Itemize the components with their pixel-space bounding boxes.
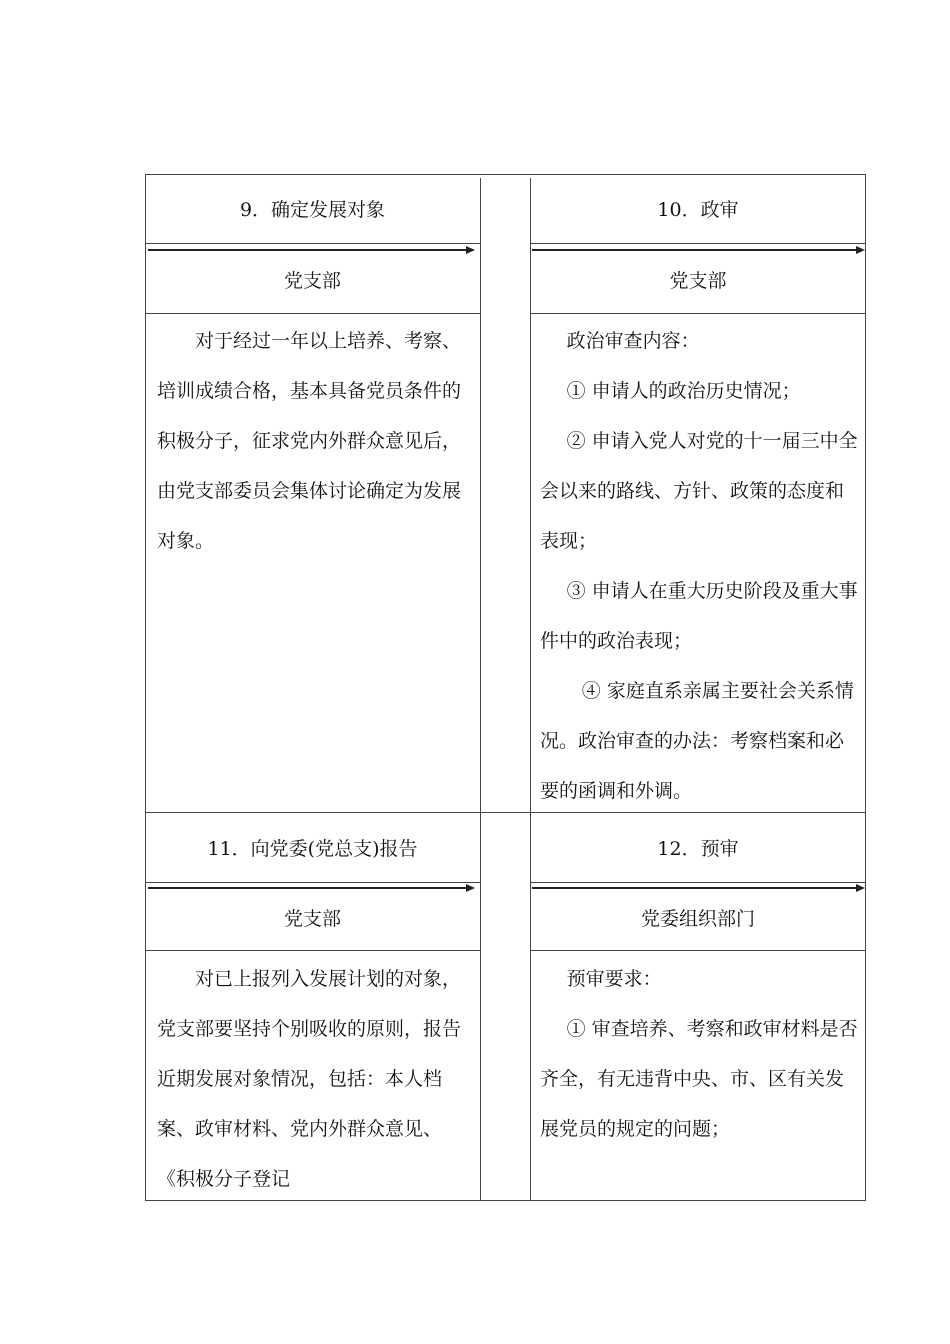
row1-left-arrow: [148, 244, 475, 256]
row1-dept-bottom-right: [530, 313, 866, 314]
row2-left-arrow: [148, 882, 475, 894]
step-10-paragraph-1: 政治审查内容：: [566, 330, 700, 352]
step-10-description: [540, 316, 858, 816]
step-12-description: [540, 954, 858, 1198]
table-divider-right-col: [530, 178, 531, 1201]
table-border-right: [865, 174, 866, 1201]
step-9-department: 党支部: [283, 270, 341, 292]
row2-dept-bottom-left: [145, 950, 481, 951]
row1-dept-bottom-left: [145, 313, 481, 314]
step-12-title: 12．预审: [657, 838, 739, 860]
step-12-department: 党委组织部门: [640, 908, 755, 930]
step-10-paragraph-2: ① 申请人的政治历史情况；: [566, 380, 801, 402]
step-9-title: 9．确定发展对象: [239, 199, 386, 221]
step-11-description: [157, 954, 470, 1198]
row2-right-arrow: [532, 882, 865, 894]
step-9-paragraph: 对于经过一年以上培养、考察、培训成绩合格，基本具备党员条件的积极分子，征求党内外群众意见后，由党支部委员会集体讨论确定为发展对象。: [157, 330, 462, 552]
table-border-bottom: [145, 1200, 866, 1201]
step-10-department: 党支部: [669, 270, 727, 292]
step-11-department: 党支部: [283, 908, 341, 930]
step-10-paragraph-5: ④ 家庭直系亲属主要社会关系情况。政治审查的办法：考察档案和必要的函调和外调。: [540, 680, 854, 802]
table-border-left: [145, 174, 146, 1201]
table-divider-left-col: [480, 178, 481, 1201]
process-table: [145, 174, 866, 1201]
step-11-paragraph: 对已上报列入发展计划的对象，党支部要坚持个别吸收的原则，报告近期发展对象情况，包括：本人档案、政审材料、党内外群众意见、《积极分子登记: [157, 968, 462, 1190]
row2-dept-bottom-right: [530, 950, 866, 951]
step-9-description: [157, 316, 470, 566]
step-10-title: 10．政审: [657, 199, 739, 221]
step-12-paragraph-1: 预审要求：: [566, 968, 662, 990]
step-10-paragraph-3: ② 申请入党人对党的十一届三中全会以来的路线、方针、政策的态度和表现；: [540, 430, 858, 552]
step-11-title: 11．向党委(党总支)报告: [207, 838, 418, 860]
row1-right-arrow: [532, 244, 865, 256]
step-10-paragraph-4: ③ 申请人在重大历史阶段及重大事件中的政治表现；: [540, 580, 858, 652]
table-border-top: [145, 174, 866, 175]
step-12-paragraph-2: ① 审查培养、考察和政审材料是否齐全，有无违背中央、市、区有关发展党员的规定的问题；: [540, 1018, 858, 1140]
